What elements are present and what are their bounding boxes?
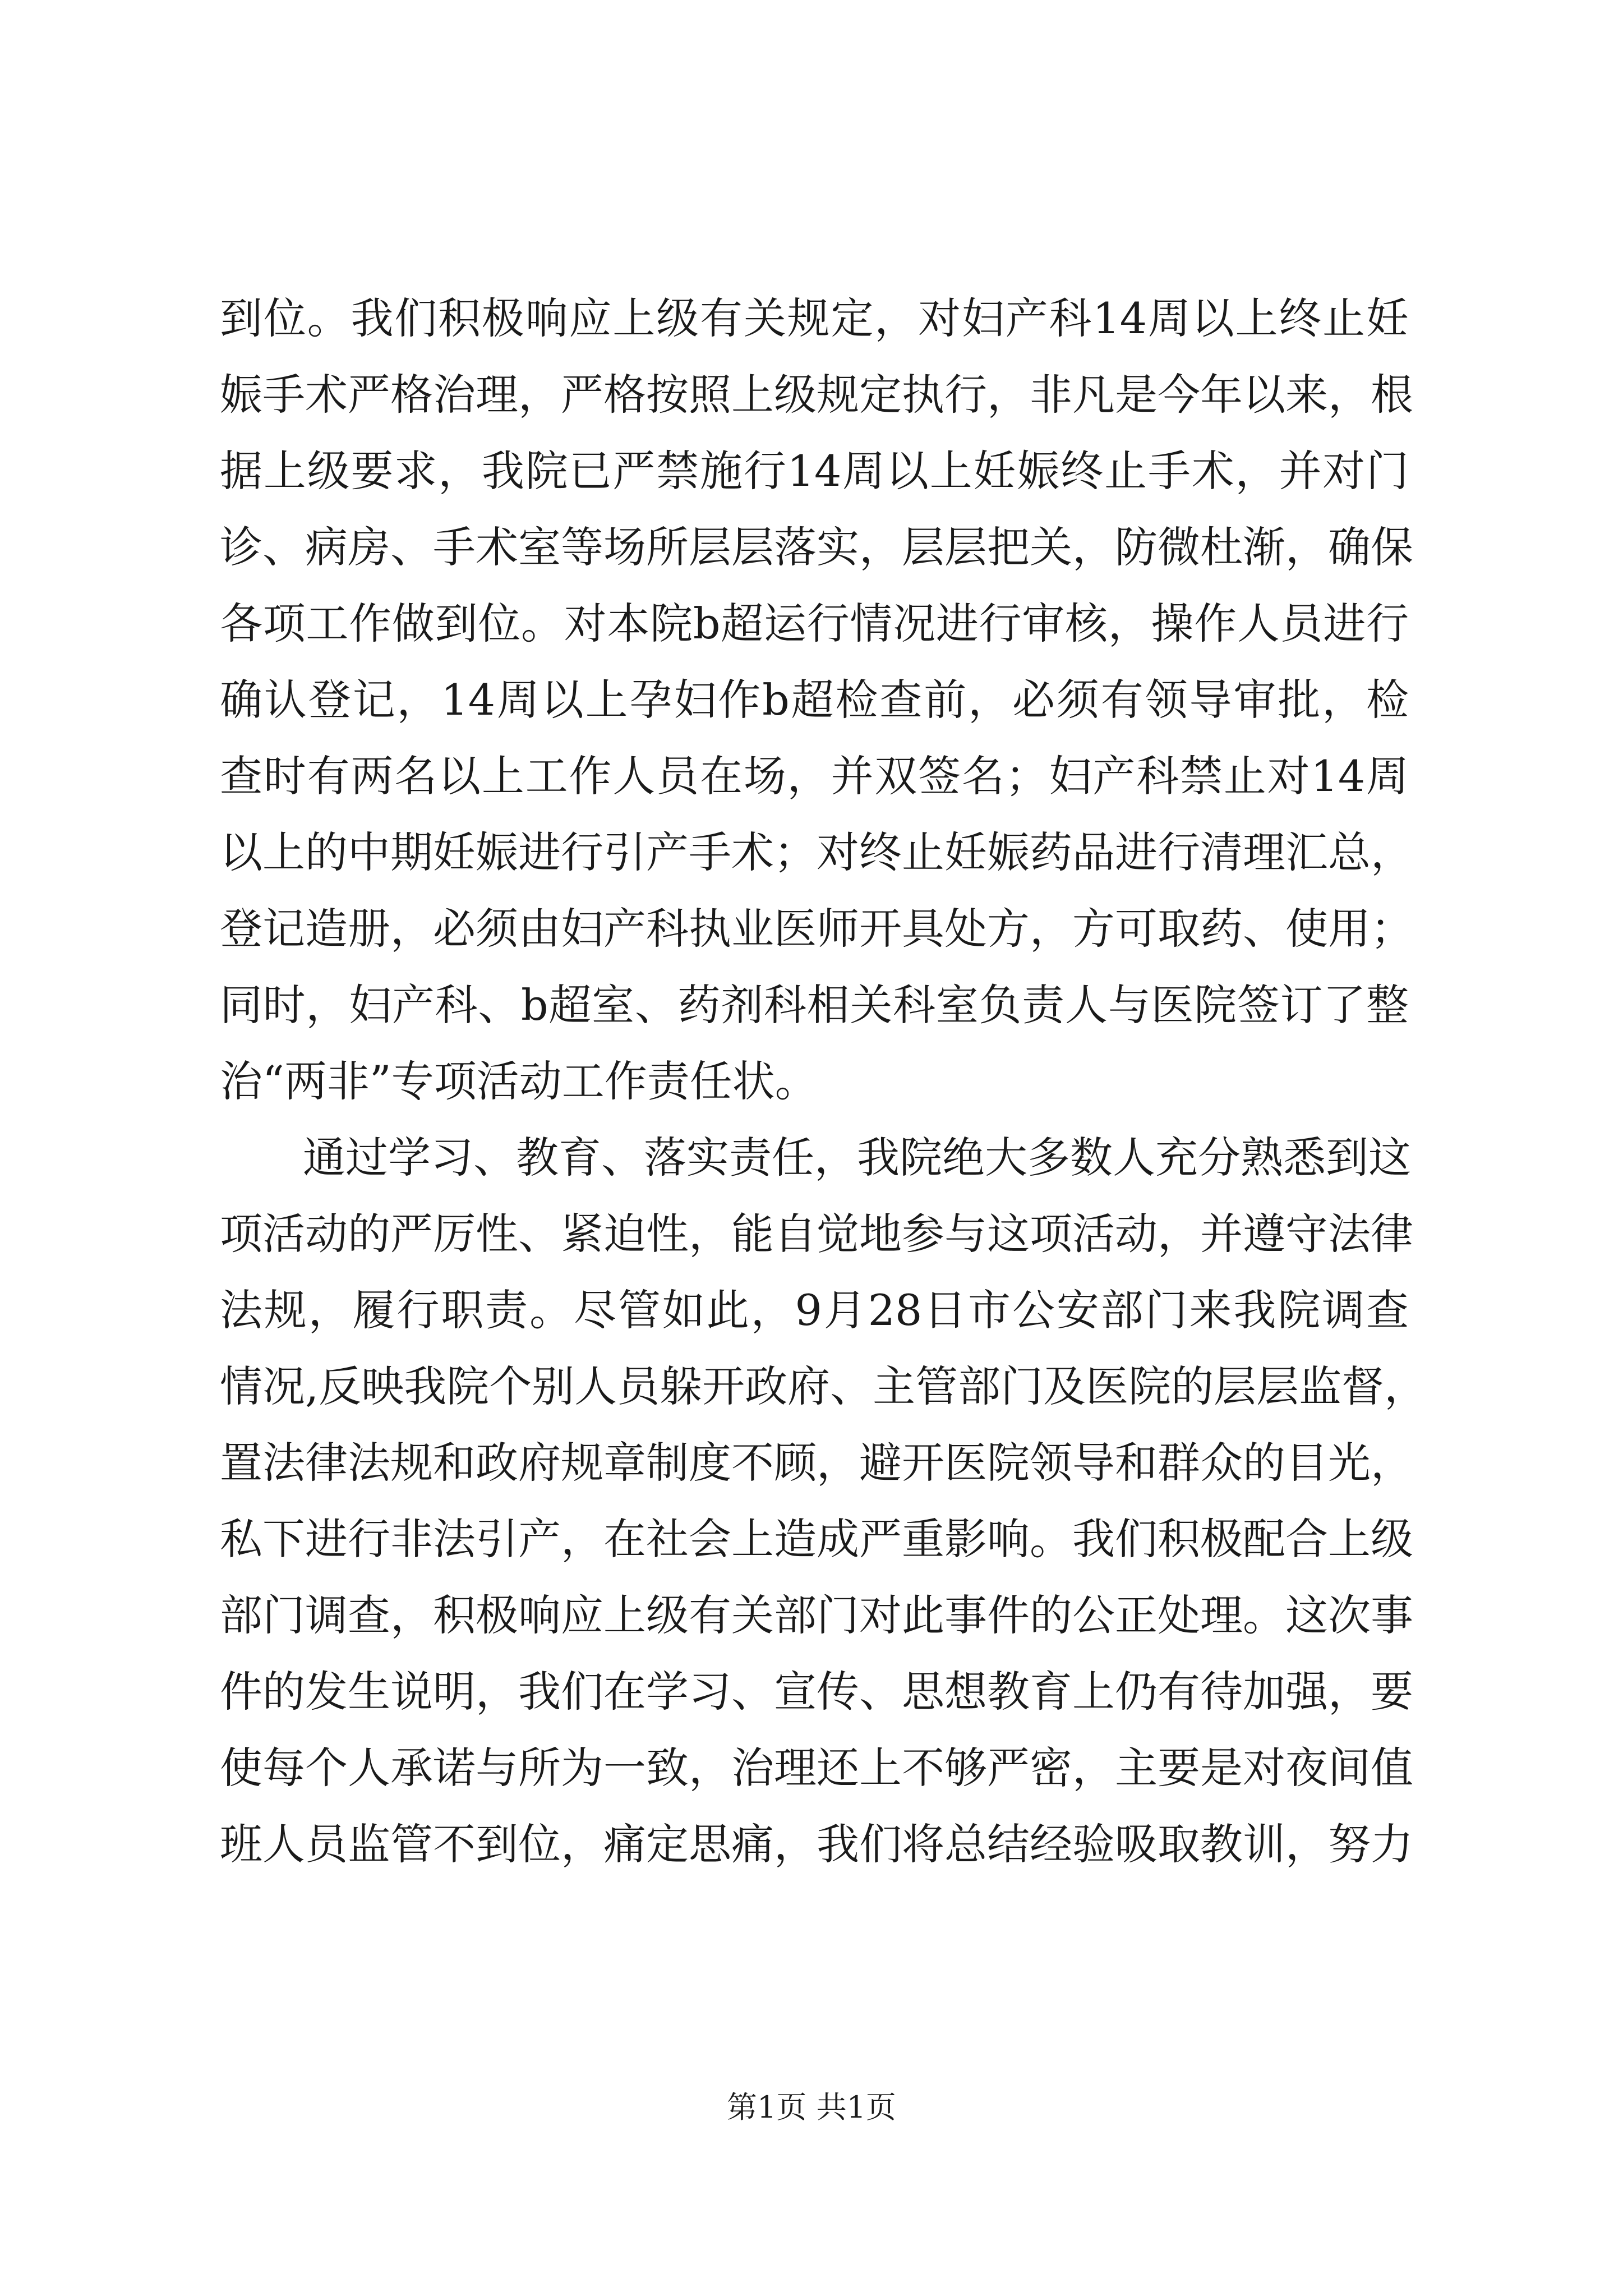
text-line: 班人员监管不到位，痛定思痛，我们将总结经验吸取教训，努力 bbox=[220, 1819, 1413, 1869]
document-body bbox=[220, 280, 1427, 1883]
text-line: 同时，妇产科、b超室、药剂科相关科室负责人与医院签订了整 bbox=[220, 980, 1409, 1030]
paragraph-end-line: 治“两非”专项活动工作责任状。 bbox=[220, 1056, 818, 1106]
page-number-footer: 第1页 共1页 bbox=[727, 2090, 896, 2125]
text-line: 确认登记，14周以上孕妇作b超检查前，必须有领导审批，检 bbox=[220, 675, 1409, 725]
text-line: 查时有两名以上工作人员在场，并双签名；妇产科禁止对14周 bbox=[220, 751, 1409, 801]
text-line: 使每个人承诺与所为一致，治理还上不够严密，主要是对夜间值 bbox=[220, 1743, 1413, 1793]
text-line: 各项工作做到位。对本院b超运行情况进行审核，操作人员进行 bbox=[220, 599, 1409, 648]
text-line: 项活动的严厉性、紧迫性，能自觉地参与这项活动，并遵守法律 bbox=[220, 1209, 1413, 1259]
text-line: 法规，履行职责。尽管如此，9月28日市公安部门来我院调查 bbox=[220, 1285, 1409, 1335]
text-line: 置法律法规和政府规章制度不顾，避开医院领导和群众的目光， bbox=[220, 1438, 1413, 1488]
text-line: 私下进行非法引产，在社会上造成严重影响。我们积极配合上级 bbox=[220, 1514, 1413, 1564]
text-line: 件的发生说明，我们在学习、宣传、思想教育上仍有待加强，要 bbox=[220, 1667, 1413, 1717]
paragraph-first-line: 通过学习、教育、落实责任，我院绝大多数人充分熟悉到这 bbox=[303, 1133, 1411, 1182]
text-line: 情况,反映我院个别人员躲开政府、主管部门及医院的层层监督， bbox=[220, 1361, 1427, 1411]
text-line: 登记造册，必须由妇产科执业医师开具处方，方可取药、使用； bbox=[220, 904, 1413, 954]
text-line: 娠手术严格治理，严格按照上级规定执行，非凡是今年以来，根 bbox=[220, 370, 1413, 420]
text-line: 诊、病房、手术室等场所层层落实，层层把关，防微杜渐，确保 bbox=[220, 522, 1413, 572]
text-line: 以上的中期妊娠进行引产手术；对终止妊娠药品进行清理汇总， bbox=[220, 827, 1413, 877]
text-line: 部门调查，积极响应上级有关部门对此事件的公正处理。这次事 bbox=[220, 1590, 1413, 1640]
text-line: 到位。我们积极响应上级有关规定，对妇产科14周以上终止妊 bbox=[220, 293, 1409, 343]
text-line: 据上级要求，我院已严禁施行14周以上妊娠终止手术，并对门 bbox=[220, 446, 1409, 496]
